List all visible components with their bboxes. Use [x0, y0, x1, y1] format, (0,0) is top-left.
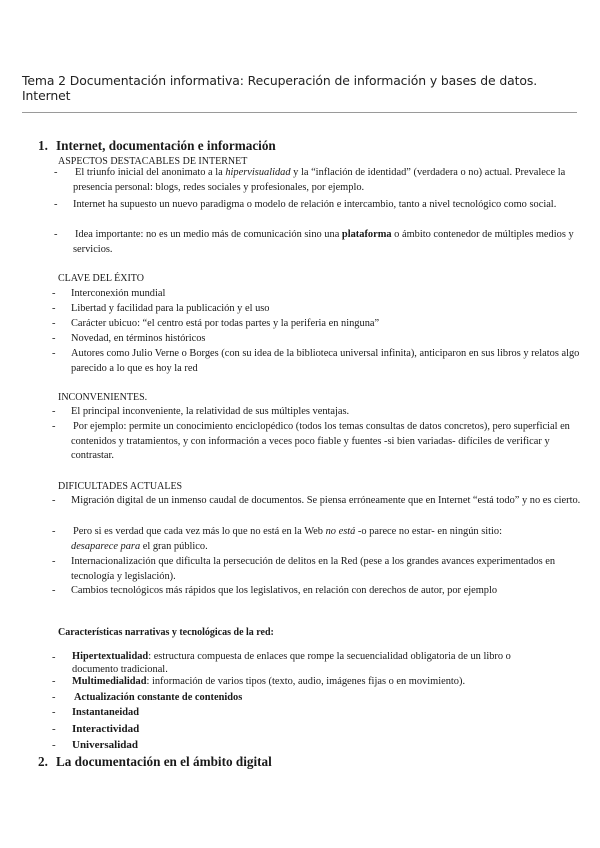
list-item: [52, 347, 582, 376]
section-number: 2.: [38, 754, 48, 769]
item-bold: Instantaneidad: [72, 707, 139, 718]
section-heading-1: [38, 138, 276, 153]
item-bold: Universalidad: [72, 739, 139, 751]
item-text: y la “inflación de identidad” (verdadera o no) actual. Prevalece la presencia personal: blogs, redes sociales y profesionales, por ejemplo.: [73, 167, 566, 193]
list-item: [52, 738, 582, 753]
bullet-dash: -: [52, 707, 56, 718]
list-item: [52, 706, 582, 721]
subsection-label-caracteristicas: Características narrativas y tecnológicas de la red:: [58, 627, 274, 638]
list-item: [52, 555, 582, 584]
bullet-dash: -: [52, 318, 56, 329]
bullet-dash: -: [52, 556, 56, 567]
item-text: : estructura compuesta de enlaces que rompe la secuencialidad obligatoria de un libro o documento tradicional.: [72, 651, 511, 675]
list-item: [52, 332, 582, 347]
list-item: [54, 198, 574, 213]
list-item: [52, 722, 582, 737]
item-text: Por ejemplo: permite un conocimiento enciclopédico (todos los temas consultas de datos concretos), pero superficial en contenidos y tratamientos, y con información a veces poco fiable y fuentes -si bien variadas- difíciles de verificar y contrastar.: [71, 421, 570, 461]
subsection-label-aspectos: ASPECTOS DESTACABLES DE INTERNET: [58, 156, 248, 167]
list-item: [52, 691, 582, 706]
item-bold: Interactividad: [72, 723, 140, 735]
bullet-dash: -: [52, 723, 56, 735]
bullet-dash: -: [52, 495, 56, 506]
item-text: : información de varios tipos (texto, audio, imágenes fijas o en movimiento).: [146, 676, 466, 687]
item-text: Internacionalización que dificulta la persecución de delitos en la Red (pese a los grandes avances experimentados en tecnología y legislación).: [71, 556, 556, 582]
bullet-dash: -: [52, 303, 56, 314]
item-text: o ámbito contenedor de múltiples medios y servicios.: [73, 229, 574, 255]
item-text: Idea importante: no es un medio más de comunicación sino una: [75, 229, 342, 240]
list-item: [52, 584, 552, 599]
bullet-dash: -: [52, 421, 56, 432]
list-item: [52, 651, 532, 676]
section-number: 1.: [38, 138, 48, 153]
item-text: Cambios tecnológicos más rápidos que los legislativos, en relación con derechos de autor, por ejemplo: [71, 585, 498, 596]
item-text: Autores como Julio Verne o Borges (con su idea de la biblioteca universal infinita), anticiparon en sus libros y relatos algo parecido a lo que es hoy la red: [71, 348, 580, 374]
subsection-label-clave: CLAVE DEL ÉXITO: [58, 273, 144, 284]
bullet-dash: -: [54, 229, 58, 240]
item-emphasis: desaparece para: [71, 540, 141, 552]
header-divider: [22, 112, 577, 113]
list-item: [52, 420, 580, 464]
list-item: [52, 494, 584, 509]
item-text: -o parece no estar- en ningún sitio:: [355, 526, 502, 537]
item-text: Libertad y facilidad para la publicación y el uso: [71, 303, 270, 314]
item-emphasis: no está: [325, 526, 356, 537]
section-title: La documentación en el ámbito digital: [56, 754, 272, 769]
item-bold: Multimedialidad: [72, 676, 147, 687]
bullet-dash: -: [52, 652, 56, 663]
subsection-label-dificultades: DIFICULTADES ACTUALES: [58, 481, 183, 492]
list-item: [54, 228, 574, 257]
item-text: Pero si es verdad que cada vez más lo que no está en la Web: [73, 526, 326, 537]
item-text: el gran público.: [140, 540, 208, 552]
item-text: Interconexión mundial: [71, 288, 166, 299]
bullet-dash: -: [52, 676, 56, 687]
bullet-dash: -: [52, 406, 56, 417]
item-text: Internet ha supuesto un nuevo paradigma o modelo de relación e intercambio, tanto a nivel tecnológico como social.: [73, 199, 557, 210]
bullet-dash: -: [54, 199, 58, 210]
bullet-dash: -: [54, 167, 58, 178]
bullet-dash: -: [52, 333, 56, 344]
list-item: [52, 525, 542, 554]
list-item: [52, 675, 582, 690]
document-title: Tema 2 Documentación informativa: Recuperación de información y bases de datos. Internet: [22, 73, 538, 103]
section-heading-2: [38, 754, 272, 769]
item-bold: plataforma: [341, 229, 392, 240]
bullet-dash: -: [52, 585, 56, 596]
item-text: Migración digital de un inmenso caudal de documentos. Se piensa erróneamente que en Internet “está todo” y no es cierto.: [71, 495, 581, 506]
bullet-dash: -: [52, 526, 56, 537]
list-item: [52, 405, 580, 420]
item-text: El triunfo inicial del anonimato a la: [75, 167, 226, 178]
subsection-label-inconvenientes: INCONVENIENTES.: [58, 392, 148, 403]
section-title: Internet, documentación e información: [56, 138, 276, 153]
list-item: [52, 302, 582, 317]
bullet-dash: -: [52, 288, 56, 299]
item-bold: Hipertextualidad: [72, 651, 149, 662]
item-bold: Actualización constante de contenidos: [74, 692, 243, 703]
bullet-dash: -: [52, 692, 56, 703]
list-item: [52, 317, 582, 332]
list-item: [54, 166, 574, 195]
item-text: Carácter ubicuo: “el centro está por todas partes y la periferia en ninguna”: [71, 318, 380, 329]
item-text: El principal inconveniente, la relatividad de sus múltiples ventajas.: [71, 406, 350, 417]
item-emphasis: hipervisualidad: [225, 167, 291, 178]
item-text: Novedad, en términos históricos: [71, 333, 206, 344]
bullet-dash: -: [52, 739, 56, 751]
bullet-dash: -: [52, 348, 56, 359]
list-item: [52, 287, 582, 302]
